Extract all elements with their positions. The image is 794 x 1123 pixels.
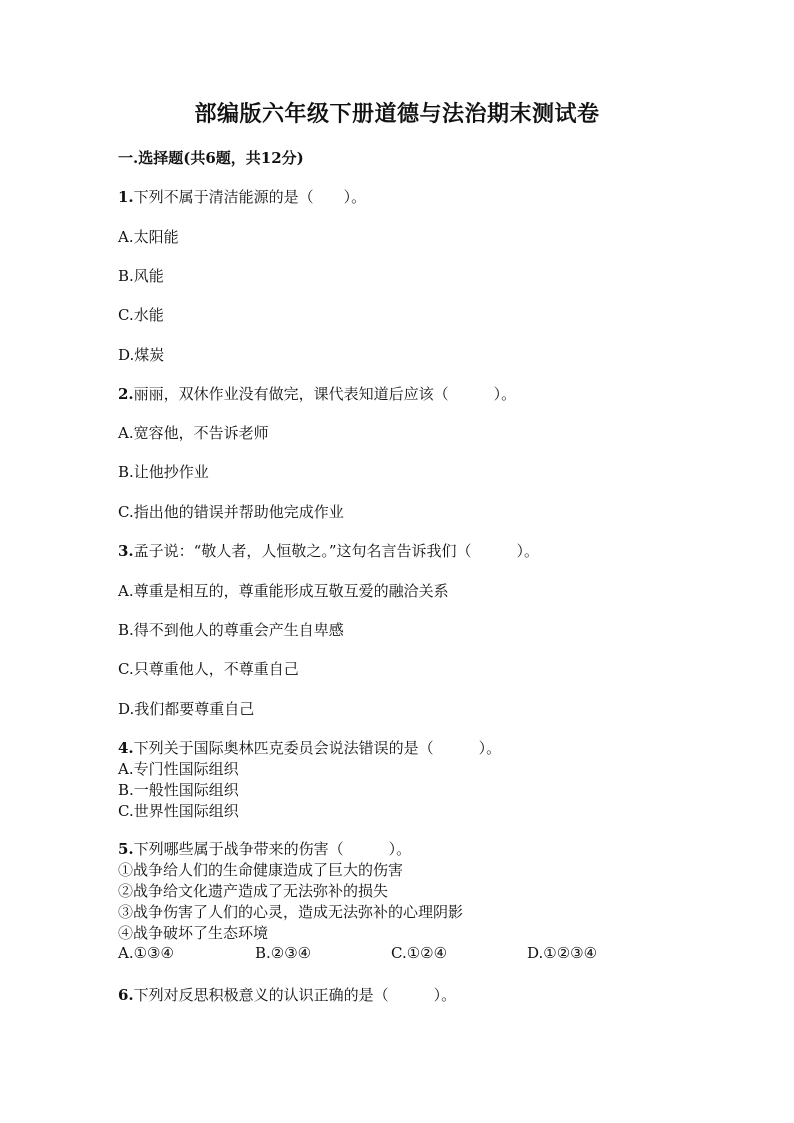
question-stem: 下列对反思积极意义的认识正确的是（ ）。 [133,986,457,1004]
question-5 [118,838,411,859]
question-4 [118,737,501,758]
option-q5-b: B.②③④ [255,944,312,962]
question-2 [118,383,516,404]
option-q4-c: C.世界性国际组织 [118,802,239,820]
option-q2-b: B.让他抄作业 [118,463,209,481]
question-number: 6. [118,986,134,1004]
option-q1-c: C.水能 [118,306,164,324]
question-stem: 下列哪些属于战争带来的伤害（ ）。 [133,840,412,858]
question-number: 2. [118,385,134,403]
question-number: 1. [118,188,134,206]
question-stem: 丽丽，双休作业没有做完，课代表知道后应该（ ）。 [133,385,517,403]
question-stem: 下列关于国际奥林匹克委员会说法错误的是（ ）。 [133,739,502,757]
statement-1: ①战争给人们的生命健康造成了巨大的伤害 [118,861,404,879]
question-3 [118,540,539,561]
q5-options-row [118,944,678,964]
option-q1-b: B.风能 [118,267,164,285]
option-q4-b: B.一般性国际组织 [118,781,239,799]
exam-title: 部编版六年级下册道德与法治期末测试卷 [194,101,600,127]
option-q4-a: A.专门性国际组织 [118,760,239,778]
option-q3-a: A.尊重是相互的，尊重能形成互敬互爱的融洽关系 [118,582,449,600]
question-number: 3. [118,542,134,560]
section-heading: 一.选择题(共6题，共12分) [118,149,304,167]
option-q1-d: D.煤炭 [118,346,165,364]
statement-4: ④战争破坏了生态环境 [118,924,269,942]
option-q5-d: D.①②③④ [527,944,598,962]
statement-2: ②战争给文化遗产造成了无法弥补的损失 [118,882,389,900]
option-q3-d: D.我们都要尊重自己 [118,700,255,718]
option-q2-c: C.指出他的错误并帮助他完成作业 [118,503,344,521]
question-6 [118,984,456,1005]
question-1 [118,186,366,207]
question-number: 4. [118,739,134,757]
statement-3: ③战争伤害了人们的心灵，造成无法弥补的心理阴影 [118,903,464,921]
question-stem: 孟子说：“敬人者，人恒敬之。”这句名言告诉我们（ ）。 [133,542,540,560]
option-q3-b: B.得不到他人的尊重会产生自卑感 [118,621,344,639]
option-q2-a: A.宽容他，不告诉老师 [118,424,269,442]
option-q1-a: A.太阳能 [118,228,179,246]
question-number: 5. [118,840,134,858]
option-q3-c: C.只尊重他人，不尊重自己 [118,660,299,678]
option-q5-a: A.①③④ [118,944,174,962]
option-q5-c: C.①②④ [391,944,448,962]
question-stem: 下列不属于清洁能源的是（ ）。 [133,188,367,206]
